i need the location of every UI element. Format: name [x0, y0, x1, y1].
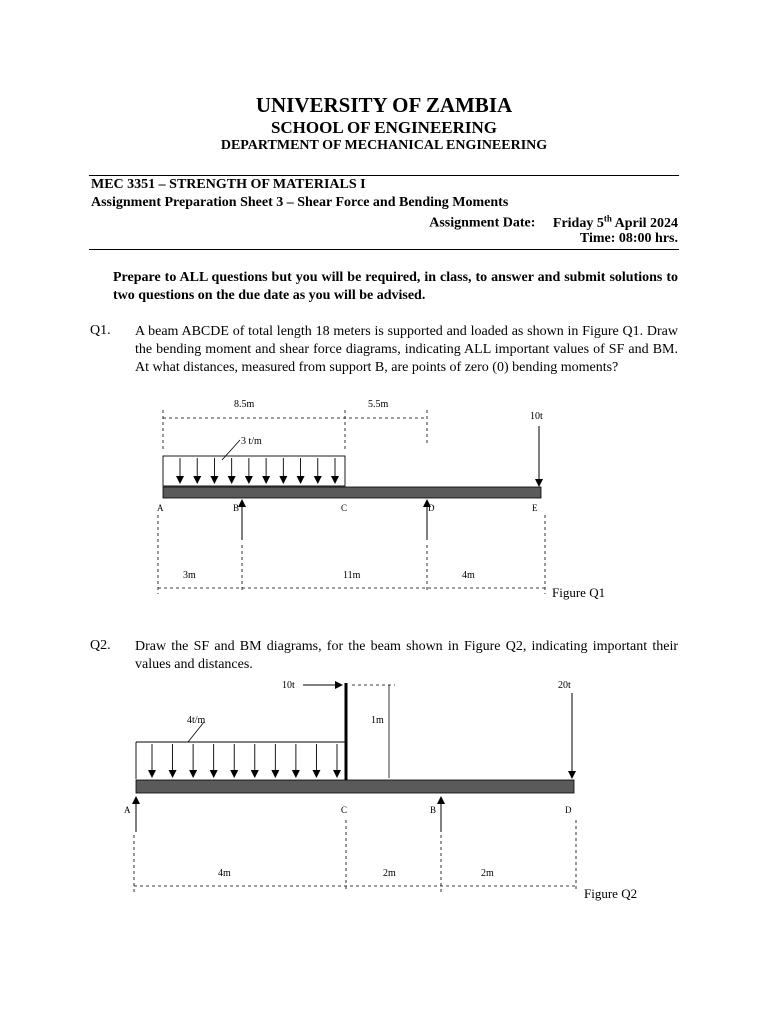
- q1-dim-4m: 4m: [462, 570, 475, 581]
- q1-udl-label: 3 t/m: [241, 436, 262, 447]
- q1-point-d: D: [428, 503, 435, 513]
- figure-q1: [157, 399, 605, 600]
- date-suffix: th: [603, 213, 612, 223]
- q1-dim-3m: 3m: [183, 570, 196, 581]
- q1-udl: [163, 456, 345, 486]
- q2-beam: [136, 780, 574, 793]
- q1-dim-5-5m: 5.5m: [368, 399, 389, 410]
- instructions: Prepare to ALL questions but you will be required, in class, to answer and submit solutions to two questions on the due date as you will be advised.: [113, 270, 678, 303]
- figure-q2: [124, 680, 637, 901]
- q2-dim-2m-a: 2m: [383, 868, 396, 879]
- question-text: A beam ABCDE of total length 18 meters is supported and loaded as shown in Figure Q1. Draw the bending moment and shear force diagrams, indicating ALL important values of SF and BM. At what distances, measured from support B, are points of zero (0) bending moments?: [135, 324, 678, 375]
- q1-beam: [163, 487, 541, 498]
- q1-bottom-dimensions: [158, 515, 545, 594]
- question-text: Draw the SF and BM diagrams, for the beam shown in Figure Q2, indicating important their values and distances.: [135, 639, 678, 672]
- assignment-time: Time: 08:00 hrs.: [579, 231, 678, 246]
- q2-figure-caption: Figure Q2: [584, 886, 638, 901]
- sheet-title: Assignment Preparation Sheet 3 – Shear Force and Bending Moments: [91, 195, 509, 210]
- q1-udl-leader: [222, 440, 240, 460]
- q2-udl-label: 4t/m: [187, 715, 206, 726]
- q2-horizontal-load-label: 10t: [282, 680, 295, 691]
- q2-point-d: D: [565, 805, 572, 815]
- q1-point-b: B: [233, 503, 240, 513]
- q1-dim-8-5m: 8.5m: [234, 399, 255, 410]
- q1-point-load-label: 10t: [530, 411, 543, 422]
- q1-figure-caption: Figure Q1: [552, 585, 606, 600]
- q1-point-e: E: [532, 503, 538, 513]
- school-title: SCHOOL OF ENGINEERING: [270, 118, 498, 137]
- course-code-title: MEC 3351 – STRENGTH OF MATERIALS I: [91, 177, 366, 192]
- university-title: UNIVERSITY OF ZAMBIA: [255, 93, 513, 117]
- question-number: Q2.: [90, 638, 111, 653]
- q2-point-a: A: [124, 805, 131, 815]
- q1-dim-11m: 11m: [343, 570, 361, 581]
- q2-lever-height: 1m: [371, 715, 384, 726]
- q1-point-a: A: [157, 503, 164, 513]
- q2-dim-4m: 4m: [218, 868, 231, 879]
- q2-dim-2m-b: 2m: [481, 868, 494, 879]
- date-label: Assignment Date:: [429, 215, 536, 231]
- date-month-year: April 2024: [611, 215, 678, 231]
- q2-point-load-label: 20t: [558, 680, 571, 691]
- department-title: DEPARTMENT OF MECHANICAL ENGINEERING: [220, 138, 548, 153]
- q1-point-c: C: [341, 503, 348, 513]
- q2-point-c: C: [341, 805, 348, 815]
- q2-point-b: B: [430, 805, 437, 815]
- q2-udl: [136, 742, 346, 779]
- q1-top-dimensions: [163, 410, 427, 452]
- q2-bottom-dimensions: [134, 820, 576, 892]
- q2-lever-dimension: [352, 685, 395, 778]
- question-number: Q1.: [90, 323, 111, 338]
- date-day: Friday 5: [552, 215, 604, 231]
